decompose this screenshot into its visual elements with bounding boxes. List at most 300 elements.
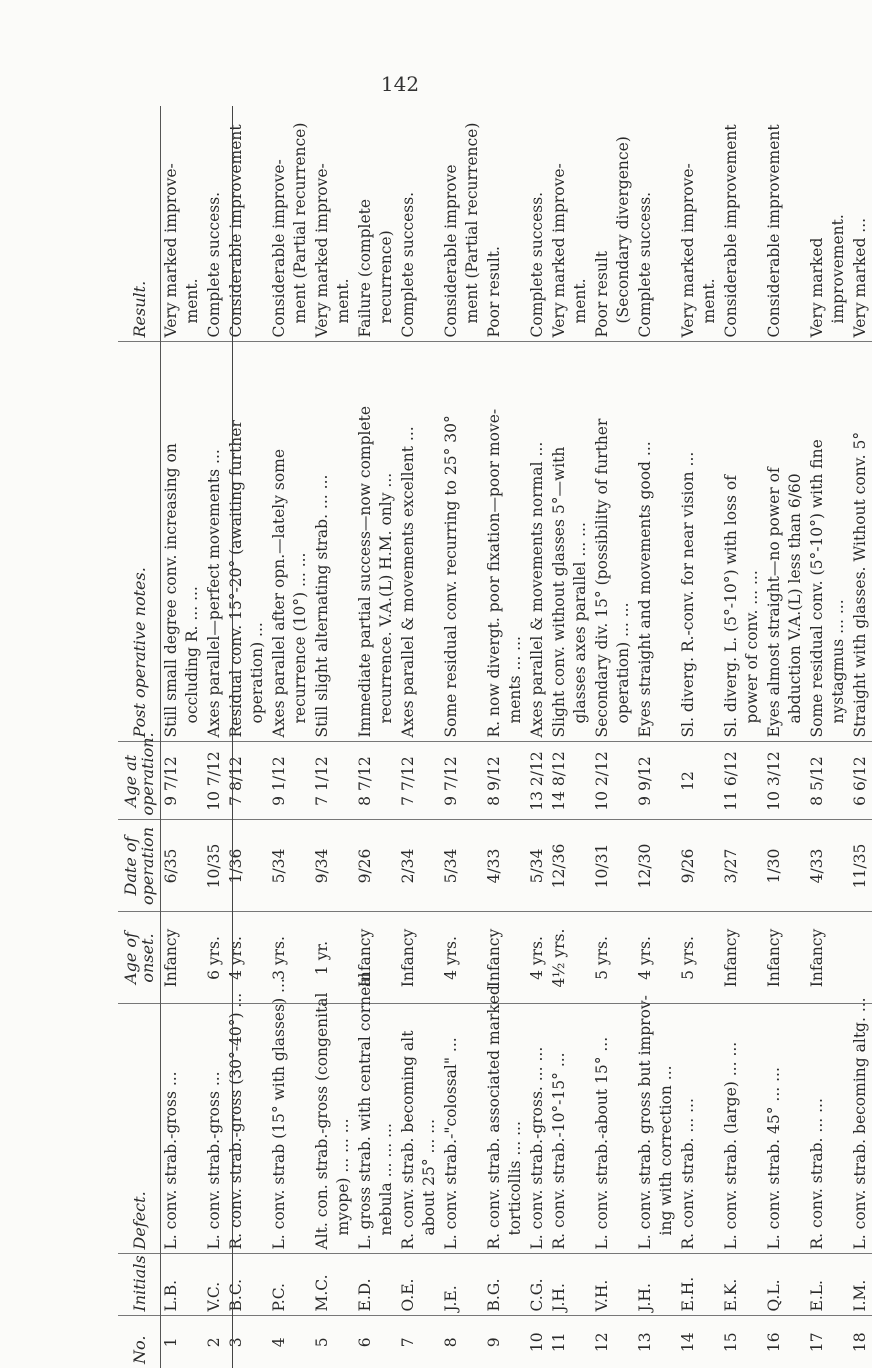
- cell-defect: [764, 1004, 807, 1254]
- initials-value: B.G.: [484, 1278, 503, 1312]
- cell-date: [527, 820, 549, 912]
- no-value: 8: [441, 1337, 460, 1348]
- cell-age: [398, 742, 441, 820]
- header-age-at-operation: Age at operation.: [118, 742, 161, 820]
- notes-line: Eyes almost straight—no power of: [764, 467, 783, 738]
- result-line: Failure (complete: [355, 198, 374, 338]
- age-value: 7 1/12: [312, 756, 331, 806]
- notes-line: Some residual conv. recurring to 25° 30°: [441, 415, 460, 738]
- result-line: (Secondary divergence): [613, 136, 632, 324]
- initials-value: E.H.: [678, 1276, 697, 1312]
- cell-defect: [549, 1004, 592, 1254]
- date-value: 1/30: [764, 848, 783, 884]
- cell-no: [355, 1316, 398, 1368]
- cell-age: [635, 742, 678, 820]
- cell-no: [807, 1316, 850, 1368]
- cell-age: [355, 742, 398, 820]
- cell-onset: [764, 912, 807, 1004]
- notes-line: Axes parallel—perfect movements ...: [204, 449, 223, 738]
- result-line: Considerable improvement: [764, 124, 783, 338]
- cell-notes: [269, 342, 312, 742]
- no-value: 16: [764, 1332, 783, 1353]
- result-line: Considerable improve-: [269, 159, 288, 338]
- cell-result: [678, 106, 721, 342]
- no-value: 6: [355, 1337, 374, 1348]
- table-row: [484, 106, 527, 1368]
- cell-date: [269, 820, 312, 912]
- table-row: [226, 106, 269, 1368]
- notes-line: Secondary div. 15° (possibility of further: [592, 418, 611, 738]
- cell-result: [807, 106, 850, 342]
- cell-no: [312, 1316, 355, 1368]
- age-value: 11 6/12: [721, 751, 740, 811]
- cell-no: [398, 1316, 441, 1368]
- no-value: 10: [527, 1332, 546, 1353]
- notes-line: occluding R. ... ...: [183, 586, 201, 724]
- cell-notes: [678, 342, 721, 742]
- notes-line: Sl. diverg. R.-conv. for near vision ...: [678, 451, 697, 738]
- cell-result: [850, 106, 872, 342]
- result-line: ment (Partial recurrence): [290, 122, 309, 324]
- cell-no: [204, 1316, 226, 1368]
- date-value: 4/33: [807, 848, 826, 884]
- age-value: 12: [678, 771, 697, 791]
- cell-date: [226, 820, 269, 912]
- table-row: [678, 106, 721, 1368]
- table-row: [721, 106, 764, 1368]
- table-row: [204, 106, 226, 1368]
- result-line: Very marked ...: [850, 217, 869, 338]
- onset-value: 5 yrs.: [592, 936, 611, 980]
- cell-defect: [678, 1004, 721, 1254]
- notes-line: recurrence (10°) ... ...: [290, 552, 309, 724]
- cell-date: [549, 820, 592, 912]
- cell-notes: [592, 342, 635, 742]
- defect-line: about 25° ... ...: [419, 1118, 438, 1236]
- result-line: ment.: [570, 278, 589, 324]
- header-result: Result.: [118, 106, 161, 342]
- header-row: [118, 106, 161, 1368]
- cell-onset: [161, 912, 204, 1004]
- defect-line: R. conv. strab.-10°-15° ...: [549, 1052, 568, 1250]
- result-line: Poor result.: [484, 246, 503, 338]
- onset-value: 4 yrs.: [226, 936, 245, 980]
- cell-initials: [678, 1254, 721, 1316]
- cell-notes: [204, 342, 226, 742]
- cell-result: [226, 106, 269, 342]
- cell-date: [592, 820, 635, 912]
- cell-age: [226, 742, 269, 820]
- cell-notes: [549, 342, 592, 742]
- date-value: 1/36: [226, 848, 245, 884]
- cell-date: [312, 820, 355, 912]
- no-value: 14: [678, 1332, 697, 1353]
- table-row: [355, 106, 398, 1368]
- cell-result: [592, 106, 635, 342]
- defect-line: L. conv. strab.-about 15° ...: [592, 1036, 611, 1250]
- cell-initials: [204, 1254, 226, 1316]
- no-value: 13: [635, 1332, 654, 1353]
- cell-result: [312, 106, 355, 342]
- cell-defect: [592, 1004, 635, 1254]
- cell-result: [269, 106, 312, 342]
- cell-initials: [484, 1254, 527, 1316]
- cell-no: [635, 1316, 678, 1368]
- notes-line: Some residual conv. (5°-10°) with fine: [807, 439, 826, 738]
- notes-line: Axes parallel after opn.—lately some: [269, 448, 288, 738]
- cell-date: [764, 820, 807, 912]
- onset-value: Infancy: [398, 928, 417, 988]
- cell-defect: [312, 992, 355, 1254]
- table-row: [398, 106, 441, 1368]
- result-line: Considerable improvement: [226, 124, 245, 338]
- cell-notes: [721, 342, 764, 742]
- cell-onset: [592, 912, 635, 1004]
- initials-value: C.G.: [527, 1278, 546, 1312]
- initials-value: B.C.: [226, 1278, 245, 1312]
- onset-value: Infancy: [807, 928, 826, 988]
- cell-initials: [441, 1254, 484, 1316]
- result-line: Considerable improvement: [721, 124, 740, 338]
- cell-notes: [226, 342, 269, 742]
- date-value: 12/36: [549, 843, 568, 889]
- cell-result: [355, 106, 398, 342]
- notes-line: R. now divergt. poor fixation—poor move-: [484, 408, 503, 738]
- cell-defect: [398, 1004, 441, 1254]
- cell-date: [355, 820, 398, 912]
- table-row: [527, 106, 549, 1368]
- cell-initials: [398, 1254, 441, 1316]
- no-value: 17: [807, 1332, 826, 1353]
- initials-value: O.E.: [398, 1278, 417, 1312]
- cell-date: [635, 820, 678, 912]
- initials-value: L.B.: [162, 1279, 180, 1312]
- table-row: [161, 106, 204, 1368]
- cell-notes: [355, 342, 398, 742]
- defect-line: L. gross strab. with central corneal: [355, 972, 374, 1250]
- cell-result: [204, 106, 226, 342]
- no-value: 3: [226, 1337, 245, 1348]
- cell-no: [764, 1316, 807, 1368]
- table-body: [161, 106, 872, 1368]
- age-value: 6 6/12: [850, 756, 869, 806]
- defect-line: R. conv. strab. associated marked: [484, 985, 503, 1250]
- initials-value: J.H.: [635, 1283, 654, 1312]
- no-value: 4: [269, 1337, 288, 1348]
- notes-line: Straight with glasses. Without conv. 5°: [850, 431, 869, 738]
- cell-onset: [721, 912, 764, 1004]
- cell-onset: [549, 912, 592, 1004]
- age-value: 14 8/12: [549, 751, 568, 811]
- table-row: [269, 106, 312, 1368]
- cell-onset: [312, 912, 355, 1004]
- notes-line: glasses axes parallel ... ...: [570, 522, 589, 724]
- cell-result: [721, 106, 764, 342]
- cell-no: [226, 1316, 269, 1368]
- cell-age: [484, 742, 527, 820]
- cell-onset: [527, 912, 549, 1004]
- no-value: 5: [312, 1337, 331, 1348]
- initials-value: E.L.: [807, 1280, 826, 1312]
- cell-initials: [764, 1254, 807, 1316]
- cell-defect: [484, 985, 527, 1254]
- cell-no: [549, 1316, 592, 1368]
- date-value: 9/26: [678, 848, 697, 884]
- cell-no: [484, 1316, 527, 1368]
- no-value: 9: [484, 1337, 503, 1348]
- cell-date: [850, 820, 872, 912]
- initials-value: J.E.: [441, 1285, 460, 1312]
- cell-notes: [312, 342, 355, 742]
- cell-result: [484, 106, 527, 342]
- cell-onset: [850, 912, 872, 1004]
- defect-line: R. conv. strab. ... ...: [678, 1098, 697, 1250]
- header-age-of-onset: Age of onset.: [118, 912, 161, 1004]
- cell-result: [764, 106, 807, 342]
- result-line: Considerable improve: [441, 164, 460, 338]
- onset-value: Infancy: [764, 928, 783, 988]
- result-line: ment.: [699, 278, 718, 324]
- cell-onset: [807, 912, 850, 1004]
- result-line: Very marked improve-: [312, 163, 331, 338]
- result-line: Very marked improve-: [549, 163, 568, 338]
- defect-line: ing with correction ...: [656, 1065, 675, 1236]
- table-row: [312, 106, 355, 1368]
- cell-onset: [635, 912, 678, 1004]
- cell-initials: [161, 1254, 204, 1316]
- notes-line: recurrence. V.A.(L) H.M. only ...: [376, 472, 395, 724]
- initials-value: V.C.: [204, 1281, 223, 1312]
- defect-line: L. conv. strab. (large) ... ...: [721, 1041, 740, 1250]
- defect-line: L. conv. strab.-gross ...: [162, 1071, 180, 1250]
- results-table: [118, 106, 872, 1368]
- initials-value: E.D.: [355, 1278, 374, 1312]
- date-value: 3/27: [721, 848, 740, 884]
- notes-line: Still small degree conv. increasing on: [162, 443, 180, 738]
- onset-value: 1 yr.: [312, 940, 331, 976]
- initials-value: J.H.: [549, 1283, 568, 1312]
- date-value: 12/30: [635, 843, 654, 889]
- age-value: 10 7/12: [204, 751, 223, 811]
- cell-notes: [398, 342, 441, 742]
- cell-age: [161, 742, 204, 820]
- defect-line: L. conv. strab. gross but improv-: [635, 995, 654, 1250]
- defect-line: torticollis ... ...: [505, 1121, 524, 1236]
- cell-age: [527, 742, 549, 820]
- age-value: 9 1/12: [269, 756, 288, 806]
- cell-notes: [850, 342, 872, 742]
- onset-value: 6 yrs.: [204, 936, 223, 980]
- cell-defect: [527, 1004, 549, 1254]
- result-line: recurrence): [376, 230, 395, 324]
- result-line: Very marked: [807, 237, 826, 338]
- age-value: 9 7/12: [162, 756, 180, 806]
- date-value: 4/33: [484, 848, 503, 884]
- result-line: ment.: [333, 278, 352, 324]
- cell-initials: [527, 1254, 549, 1316]
- age-value: 7 8/12: [226, 756, 245, 806]
- cell-date: [678, 820, 721, 912]
- cell-result: [549, 106, 592, 342]
- notes-line: Axes parallel & movements excellent ...: [398, 426, 417, 738]
- notes-line: nystagmus ... ...: [828, 599, 847, 724]
- result-line: ment (Partial recurrence): [462, 122, 481, 324]
- cell-notes: [764, 342, 807, 742]
- age-value: 9 7/12: [441, 756, 460, 806]
- date-value: 11/35: [850, 843, 869, 889]
- age-value: 7 7/12: [398, 756, 417, 806]
- result-line: Complete success.: [527, 191, 546, 338]
- onset-value: 4 yrs.: [527, 936, 546, 980]
- onset-value: Infancy: [162, 928, 180, 988]
- initials-value: I.M.: [850, 1279, 869, 1312]
- cell-date: [398, 820, 441, 912]
- result-line: Complete success.: [398, 191, 417, 338]
- cell-age: [850, 742, 872, 820]
- cell-date: [161, 820, 204, 912]
- cell-initials: [269, 1254, 312, 1316]
- age-value: 13 2/12: [527, 751, 546, 811]
- date-value: 2/34: [398, 848, 417, 884]
- cell-no: [592, 1316, 635, 1368]
- onset-value: 5 yrs.: [678, 936, 697, 980]
- onset-value: Infancy: [355, 928, 374, 988]
- cell-no: [678, 1316, 721, 1368]
- cell-date: [204, 820, 226, 912]
- header-initials: Initials: [118, 1254, 161, 1316]
- cell-initials: [721, 1254, 764, 1316]
- cell-age: [721, 742, 764, 820]
- cell-age: [807, 742, 850, 820]
- cell-date: [484, 820, 527, 912]
- defect-line: L. conv. strab.-gross. ... ...: [527, 1046, 546, 1250]
- defect-line: L. conv. strab.-"colossal" ...: [441, 1037, 460, 1250]
- date-value: 6/35: [162, 848, 180, 884]
- result-line: ment.: [183, 278, 201, 324]
- defect-line: R. conv. strab. ... ...: [807, 1098, 826, 1250]
- cell-date: [721, 820, 764, 912]
- age-value: 10 3/12: [764, 751, 783, 811]
- defect-line: R. conv. strab. becoming alt: [398, 1030, 417, 1250]
- cell-age: [204, 742, 226, 820]
- onset-value: 4 yrs.: [635, 936, 654, 980]
- cell-initials: [807, 1254, 850, 1316]
- cell-age: [269, 742, 312, 820]
- table-row: [764, 106, 807, 1368]
- cell-age: [592, 742, 635, 820]
- cell-onset: [678, 912, 721, 1004]
- date-value: 9/34: [312, 848, 331, 884]
- cell-defect: [635, 995, 678, 1254]
- initials-value: Q.L.: [764, 1279, 783, 1312]
- date-value: 5/34: [441, 848, 460, 884]
- notes-line: operation) ...: [247, 622, 266, 724]
- cell-onset: [398, 912, 441, 1004]
- initials-value: V.H.: [592, 1279, 611, 1312]
- cell-no: [527, 1316, 549, 1368]
- cell-result: [635, 106, 678, 342]
- no-value: 2: [204, 1337, 223, 1348]
- cell-initials: [549, 1254, 592, 1316]
- cell-onset: [204, 912, 226, 1004]
- onset-value: 4 yrs.: [441, 936, 460, 980]
- table-row: [549, 106, 592, 1368]
- onset-value: 3 yrs.: [269, 936, 288, 980]
- notes-line: Sl. diverg. L. (5°-10°) with loss of: [721, 475, 740, 738]
- table-row: [635, 106, 678, 1368]
- cell-notes: [807, 342, 850, 742]
- date-value: 5/34: [527, 848, 546, 884]
- onset-value: Infancy: [484, 928, 503, 988]
- notes-line: operation) ... ...: [613, 602, 632, 724]
- cell-no: [850, 1316, 872, 1368]
- cell-no: [441, 1316, 484, 1368]
- onset-value: Infancy: [721, 928, 740, 988]
- page-number: 142: [380, 72, 420, 96]
- defect-line: L. conv. strab. becoming altg. ...: [850, 997, 869, 1250]
- table-row: [850, 106, 872, 1368]
- cell-age: [678, 742, 721, 820]
- cell-initials: [592, 1254, 635, 1316]
- cell-initials: [850, 1254, 872, 1316]
- cell-notes: [527, 342, 549, 742]
- result-line: Very marked improve-: [678, 163, 697, 338]
- age-value: 9 9/12: [635, 756, 654, 806]
- notes-line: Eyes straight and movements good ...: [635, 441, 654, 738]
- cell-defect: [226, 992, 269, 1254]
- cell-defect: [850, 997, 872, 1254]
- notes-line: Slight conv. without glasses 5°—with: [549, 446, 568, 738]
- cell-no: [161, 1316, 204, 1368]
- cell-notes: [161, 342, 204, 742]
- cell-onset: [226, 912, 269, 1004]
- age-value: 8 7/12: [355, 756, 374, 806]
- no-value: 7: [398, 1337, 417, 1348]
- cell-result: [161, 106, 204, 342]
- onset-value: [850, 917, 871, 1000]
- notes-line: ments ... ...: [505, 636, 524, 724]
- notes-line: abduction V.A.(L) less than 6/60: [785, 473, 804, 724]
- cell-onset: [441, 912, 484, 1004]
- rotated-table-region: [118, 106, 869, 1368]
- defect-line: L. conv. strab.-gross ...: [204, 1071, 223, 1250]
- no-value: 18: [850, 1332, 869, 1353]
- notes-line: Still slight alternating strab. ... ...: [312, 474, 331, 738]
- cell-age: [312, 742, 355, 820]
- defect-line: myope) ... ... ...: [333, 1118, 352, 1236]
- cell-initials: [635, 1254, 678, 1316]
- header-defect: Defect.: [118, 1004, 161, 1254]
- result-line: Very marked improve-: [162, 163, 180, 338]
- header-post-operative-notes: Post operative notes.: [118, 342, 161, 742]
- cell-defect: [161, 1004, 204, 1254]
- result-line: improvement.: [828, 214, 847, 324]
- table-row: [592, 106, 635, 1368]
- date-value: 10/35: [204, 843, 223, 889]
- no-value: 11: [549, 1332, 568, 1353]
- cell-defect: [721, 1004, 764, 1254]
- header-date-of-operation: Date of operation: [118, 820, 161, 912]
- cell-date: [441, 820, 484, 912]
- table-row: [807, 106, 850, 1368]
- no-value: 12: [592, 1332, 611, 1353]
- cell-defect: [807, 1004, 850, 1254]
- defect-line: Alt. con. strab.-gross (congenital: [312, 992, 331, 1250]
- cell-age: [549, 742, 592, 820]
- date-value: 5/34: [269, 848, 288, 884]
- defect-line: L. conv. strab (15° with glasses) ...: [269, 978, 288, 1250]
- cell-no: [269, 1316, 312, 1368]
